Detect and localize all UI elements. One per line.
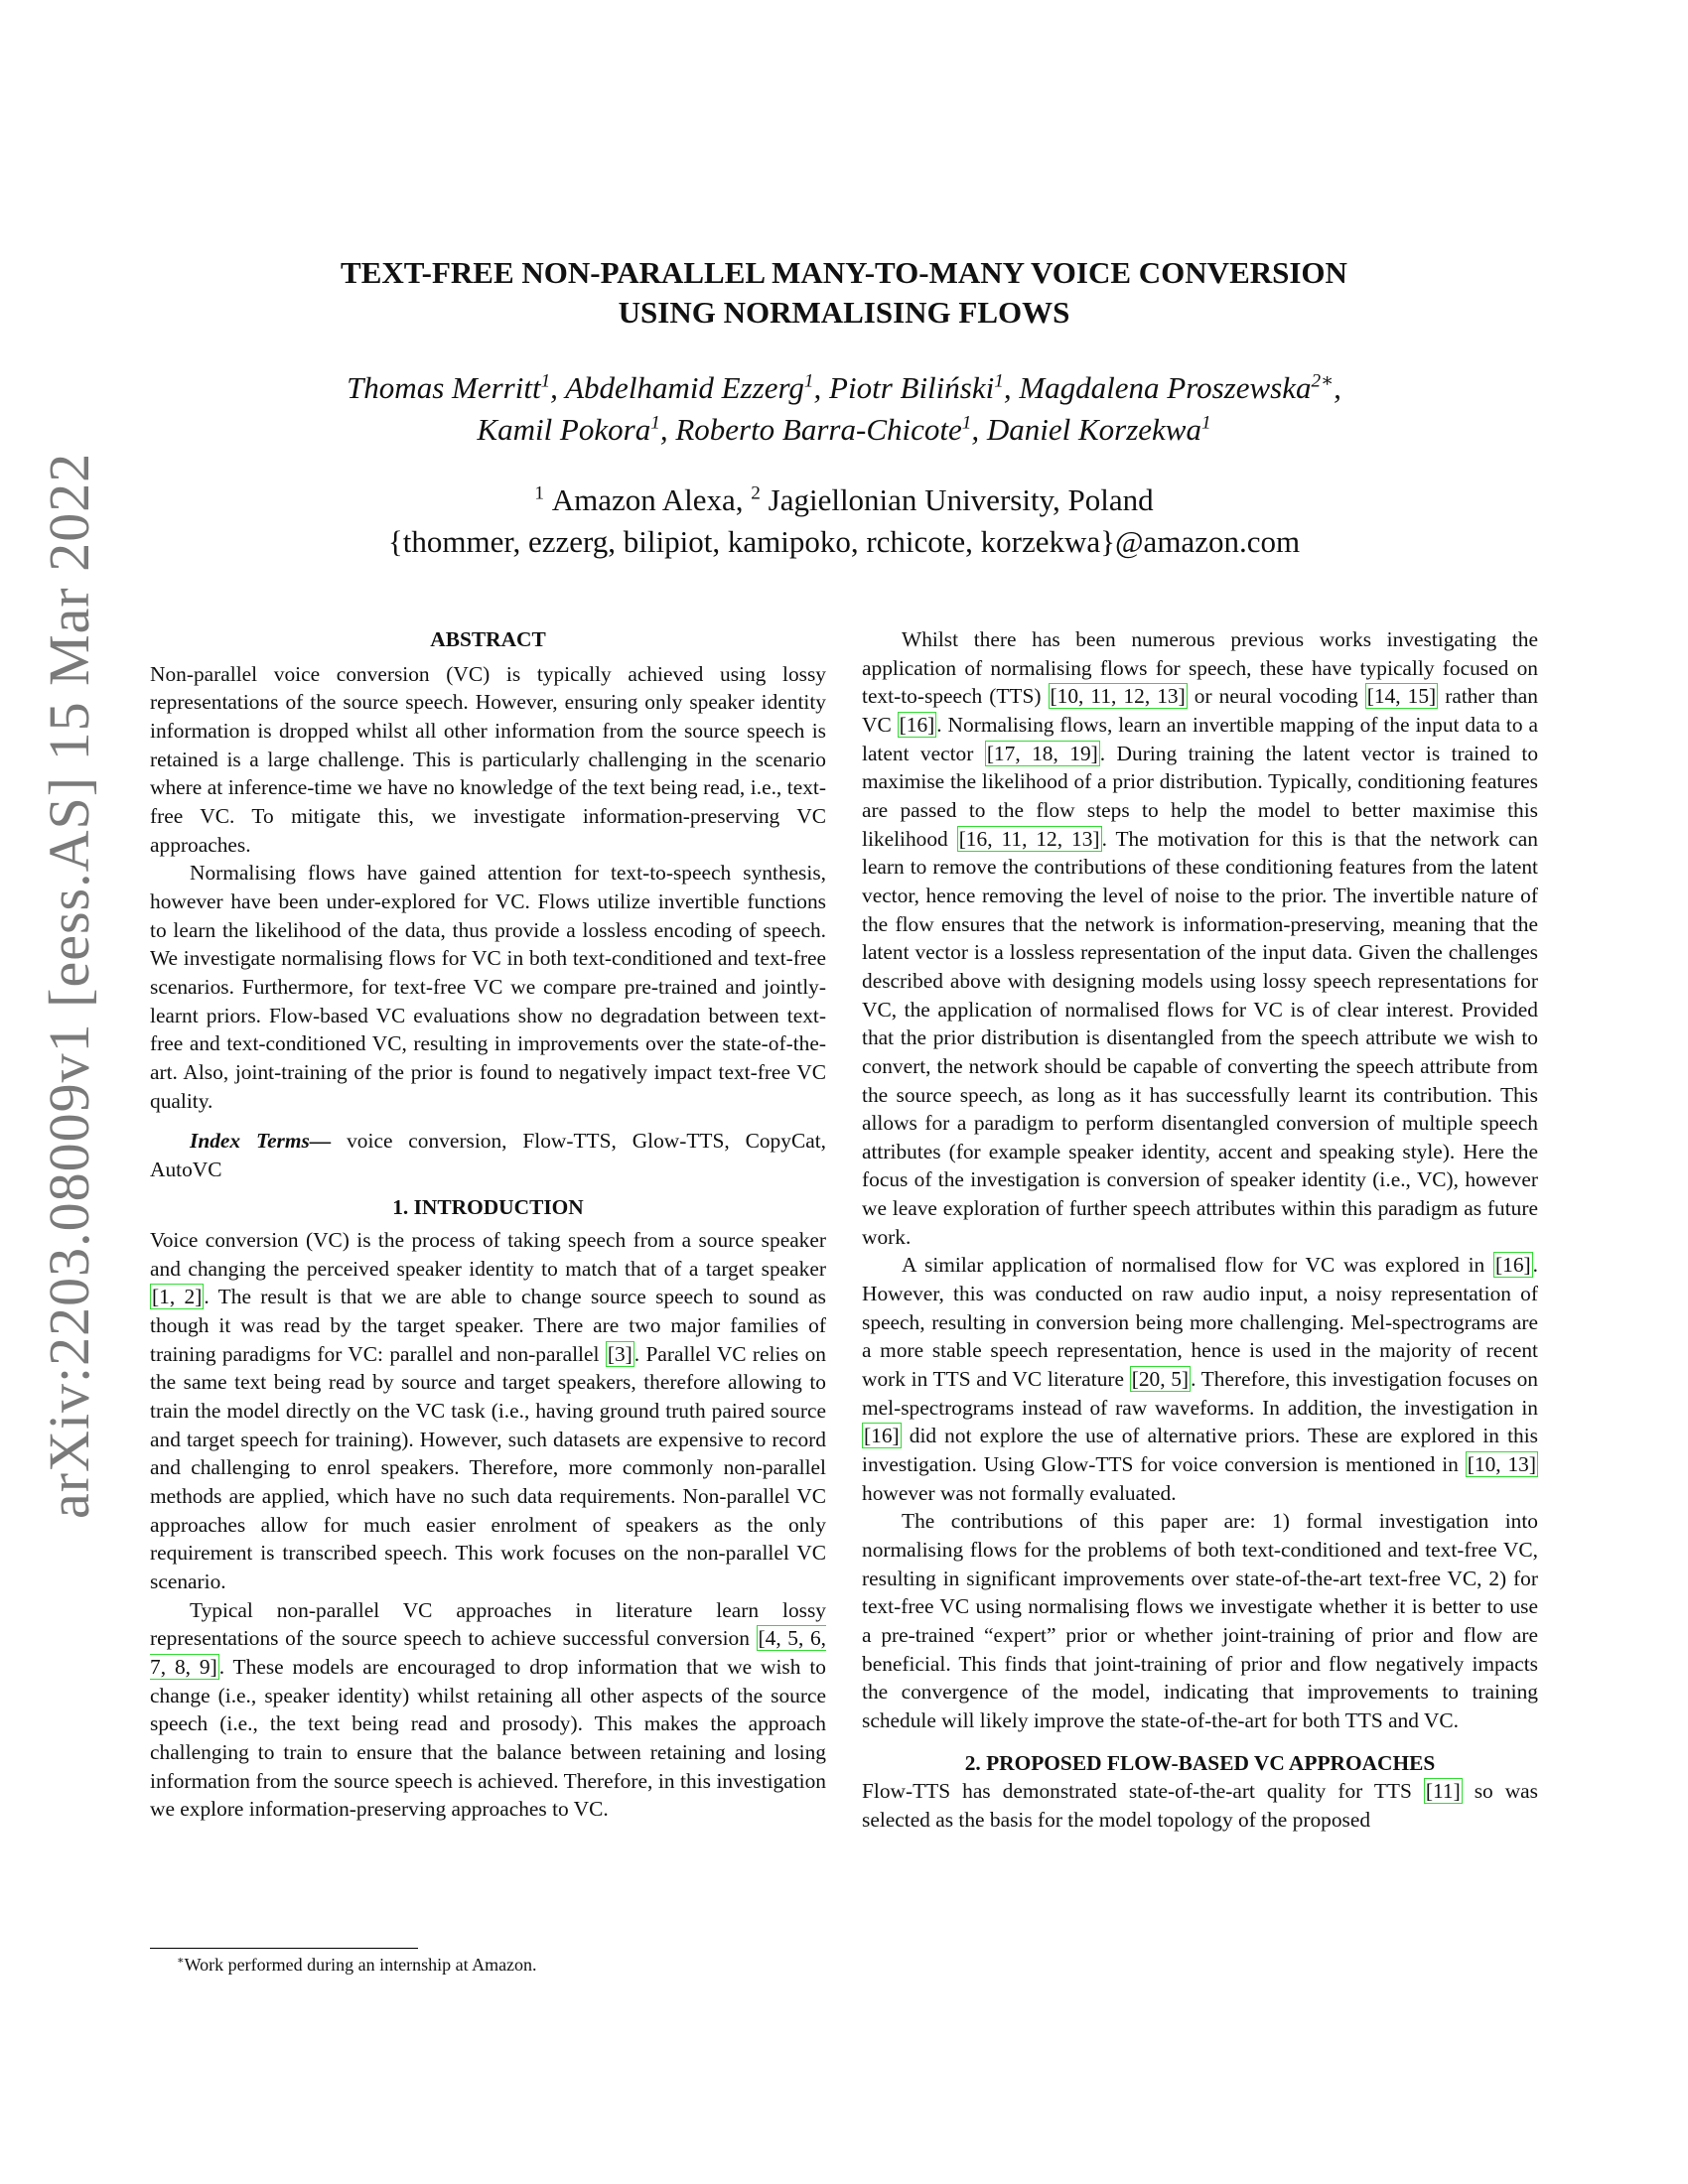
intro-paragraph: The contributions of this paper are: 1) formal investigation into normalising flows for the problems of both text-conditioned and text-free VC, resulting in significant improvements over state-of-the-art text-free VC, 2) for text-free VC using normalising flows we investigate whether it is better to use a pre-trained “expert” prior or whether joint-training of prior and flow are beneficial. This finds that joint-training of prior and flow negatively impacts the convergence of the model, indicating that improvements to training schedule will likely improve the state-of-the-art for both TTS and VC. <box>862 1509 1538 1732</box>
citation-link[interactable]: [20, 5] <box>1131 1367 1190 1392</box>
affiliation-mark: 1 <box>534 482 544 504</box>
author-separator: , <box>1334 370 1341 405</box>
introduction-heading: 1. INTRODUCTION <box>392 1195 584 1220</box>
abstract-paragraph: Non-parallel voice conversion (VC) is typically achieved using lossy representations of the source speech. However, ensuring only speaker identity information is dropped whilst all other information from the source speech is retained is a large challenge. This is particularly challenging in the scenario where at inference-time we have no knowledge of the text being read, i.e., text-free VC. To mitigate this, we investigate information-preserving VC approaches. <box>150 661 826 857</box>
affiliation-org: Jagiellonian University, Poland <box>768 482 1154 517</box>
author-affiliation-mark: 1 <box>994 370 1004 392</box>
body-text: however was not formally evaluated. <box>862 1480 1177 1505</box>
footnote <box>177 1953 537 1977</box>
author-name: Magdalena Proszewska <box>1019 370 1312 405</box>
body-text: . However, this was conducted on raw audio input, a noisy representation of speech, resulting in conversion being more challenging. Mel-spectrograms are a more stable speech representation, hence is used in the majority of recent work in TTS and VC literature <box>862 1253 1538 1392</box>
citation-link[interactable]: [11] <box>1425 1779 1461 1804</box>
author-separator: , <box>971 412 987 447</box>
affiliation-line <box>248 479 1440 521</box>
body-text: did not explore the use of alternative priors. These are explored in this investigation. Using Glow-TTS for voice conversion is mentioned in <box>862 1424 1538 1477</box>
abstract-heading: ABSTRACT <box>430 627 546 651</box>
citation-link[interactable]: [16] <box>1495 1253 1531 1278</box>
author-name: Kamil Pokora <box>477 412 651 447</box>
body-text: Voice conversion (VC) is the process of taking speech from a source speaker and changing the perceived speaker identity to match that of a target speaker <box>150 1228 826 1281</box>
left-column <box>150 625 826 1824</box>
citation-link[interactable]: [10, 11, 12, 13] <box>1050 684 1186 709</box>
body-text: . The motivation for this is that the network can learn to remove the contributions of these conditioning features from the latent vector, hence removing the level of noise to the prior. The invertible nature of the flow ensures that the network is information-preserving, meaning that the latent vector is a lossless representation of the input data. Given the challenges described above with designing models using lossy speech representations for VC, the application of normalised flows for VC is of clear interest. Provided that the prior distribution is disentangled from the speech attribute we wish to convert, the network should be capable of converting the speech attribute from the source speech, as long as it has successfully learnt its contribution. This allows for a paradigm to perform disentangled conversion of multiple speech attributes (for example speaker identity, accent and speaking style). Here the focus of the investigation is conversion of speaker identity (i.e., VC), however we leave exploration of further speech attributes within this paradigm as future work. <box>862 826 1538 1249</box>
body-text: . Therefore, this investigation focuses on mel-spectrograms instead of raw waveforms. In addition, the investigation in <box>862 1367 1538 1420</box>
paper-title <box>248 253 1440 333</box>
body-text: A similar application of normalised flow for VC was explored in <box>902 1253 1493 1278</box>
author-affiliation-mark: 1 <box>540 370 551 392</box>
affiliation-mark: 2 <box>751 482 761 504</box>
citation-link[interactable]: [10, 13] <box>1467 1452 1536 1477</box>
author-line-2 <box>248 409 1440 451</box>
intro-paragraph <box>150 1596 826 1824</box>
body-text: rather than VC <box>862 684 1538 737</box>
author-separator: , <box>550 370 566 405</box>
index-terms <box>150 1127 826 1183</box>
section-2-heading: 2. PROPOSED FLOW-BASED VC APPROACHES <box>964 1750 1436 1775</box>
index-terms-text: voice conversion, Flow-TTS, Glow-TTS, CopyCat, AutoVC <box>150 1129 826 1181</box>
author-emails: {thommer, ezzerg, bilipiot, kamipoko, rchicote, korzekwa}@amazon.com <box>387 524 1301 559</box>
author-affiliation-mark: 1 <box>961 412 972 434</box>
body-text: so was selected as the basis for the model topology of the proposed <box>862 1779 1538 1832</box>
intro-paragraph <box>150 1226 826 1596</box>
body-text: . During training the latent vector is trained to maximise the likelihood of a prior distribution. Typically, conditioning features are passed to the flow steps to help the model to better maximise this likelihood <box>862 741 1539 851</box>
citation-link[interactable]: [16, 11, 12, 13] <box>958 826 1100 851</box>
right-column <box>862 625 1538 1835</box>
author-line-1 <box>248 367 1440 409</box>
index-terms-label: Index Terms— <box>190 1129 332 1154</box>
citation-link[interactable]: [1, 2] <box>152 1285 203 1309</box>
citation-link[interactable]: [14, 15] <box>1366 684 1437 709</box>
section-2-paragraph <box>862 1777 1538 1834</box>
body-text: Flow-TTS has demonstrated state-of-the-art quality for TTS <box>862 1779 1424 1804</box>
body-text: . Parallel VC relies on the same text being read by source and target speakers, therefore allowing to train the model directly on the VC task (i.e., having ground truth paired source and target speech for training). However, such datasets are expensive to record and challenging to enrol speakers. Therefore, more commonly non-parallel methods are applied, which have no such data requirements. Non-parallel VC approaches allow for much easier enrolment of speakers as the only requirement is transcribed speech. This work focuses on the non-parallel VC scenario. <box>150 1341 826 1593</box>
affiliations <box>248 479 1440 563</box>
body-text: Typical non-parallel VC approaches in literature learn lossy representations of the source speech to achieve successful conversion <box>150 1597 826 1651</box>
arxiv-identifier: arXiv:2203.08009v1 [eess.AS] 15 Mar 2022 <box>37 452 101 1519</box>
body-text: . The result is that we are able to change source speech to sound as though it was read by the target speaker. There are two major families of training paradigms for VC: parallel and non-parallel <box>150 1285 826 1366</box>
intro-paragraph <box>862 625 1538 1251</box>
author-name: Roberto Barra-Chicote <box>675 412 962 447</box>
citation-link[interactable]: [3] <box>607 1341 633 1366</box>
author-name: Thomas Merritt <box>347 370 541 405</box>
author-separator: , <box>813 370 830 405</box>
footnote-mark: ∗ <box>177 1955 185 1967</box>
title-line-2: USING NORMALISING FLOWS <box>618 295 1070 330</box>
body-text: Whilst there has been numerous previous works investigating the application of normalising flows for speech, these have typically focused on text-to-speech (TTS) <box>862 627 1538 709</box>
body-text: . Normalising flows, learn an invertible mapping of the input data to a latent vector <box>862 712 1538 765</box>
author-affiliation-mark: 1 <box>803 370 814 392</box>
title-line-1: TEXT-FREE NON-PARALLEL MANY-TO-MANY VOICE CONVERSION <box>341 255 1347 290</box>
citation-link[interactable]: [4, 5, 6, 7, 8, 9] <box>150 1626 826 1679</box>
intro-paragraph <box>862 1251 1538 1507</box>
body-text: . These models are encouraged to drop information that we wish to change (i.e., speaker identity) whilst retaining all other aspects of the source speech (i.e., the text being read and prosody). This makes the approach challenging to train to ensure that the balance between retaining and losing information from the source speech is achieved. Therefore, in this investigation we explore information-preserving approaches to VC. <box>150 1654 826 1822</box>
author-affiliation-mark: 2∗ <box>1311 370 1335 392</box>
footnote-text: Work performed during an internship at Amazon. <box>184 1955 537 1975</box>
abstract-paragraph: Normalising flows have gained attention for text-to-speech synthesis, however have been under-explored for VC. Flows utilize invertible functions to learn the likelihood of the data, thus provide a lossless encoding of speech. We investigate normalising flows for VC in both text-conditioned and text-free scenarios. Furthermore, for text-free VC we compare pre-trained and jointly-learnt priors. Flow-based VC evaluations show no degradation between text-free and text-conditioned VC, resulting in improvements over the state-of-the-art. Also, joint-training of the prior is found to negatively impact text-free VC quality. <box>150 861 826 1113</box>
author-list <box>248 367 1440 451</box>
author-name: Abdelhamid Ezzerg <box>565 370 804 405</box>
author-separator: , <box>659 412 676 447</box>
affiliation-org: Amazon Alexa, <box>551 482 752 517</box>
body-text: or neural vocoding <box>1187 684 1365 709</box>
author-name: Daniel Korzekwa <box>986 412 1201 447</box>
author-separator: , <box>1003 370 1020 405</box>
citation-link[interactable]: [17, 18, 19] <box>986 741 1098 765</box>
author-name: Piotr Biliński <box>829 370 995 405</box>
author-affiliation-mark: 1 <box>650 412 660 434</box>
citation-link[interactable]: [16] <box>864 1424 900 1448</box>
footnote-rule <box>150 1948 418 1949</box>
author-affiliation-mark: 1 <box>1200 412 1211 434</box>
citation-link[interactable]: [16] <box>899 712 935 737</box>
